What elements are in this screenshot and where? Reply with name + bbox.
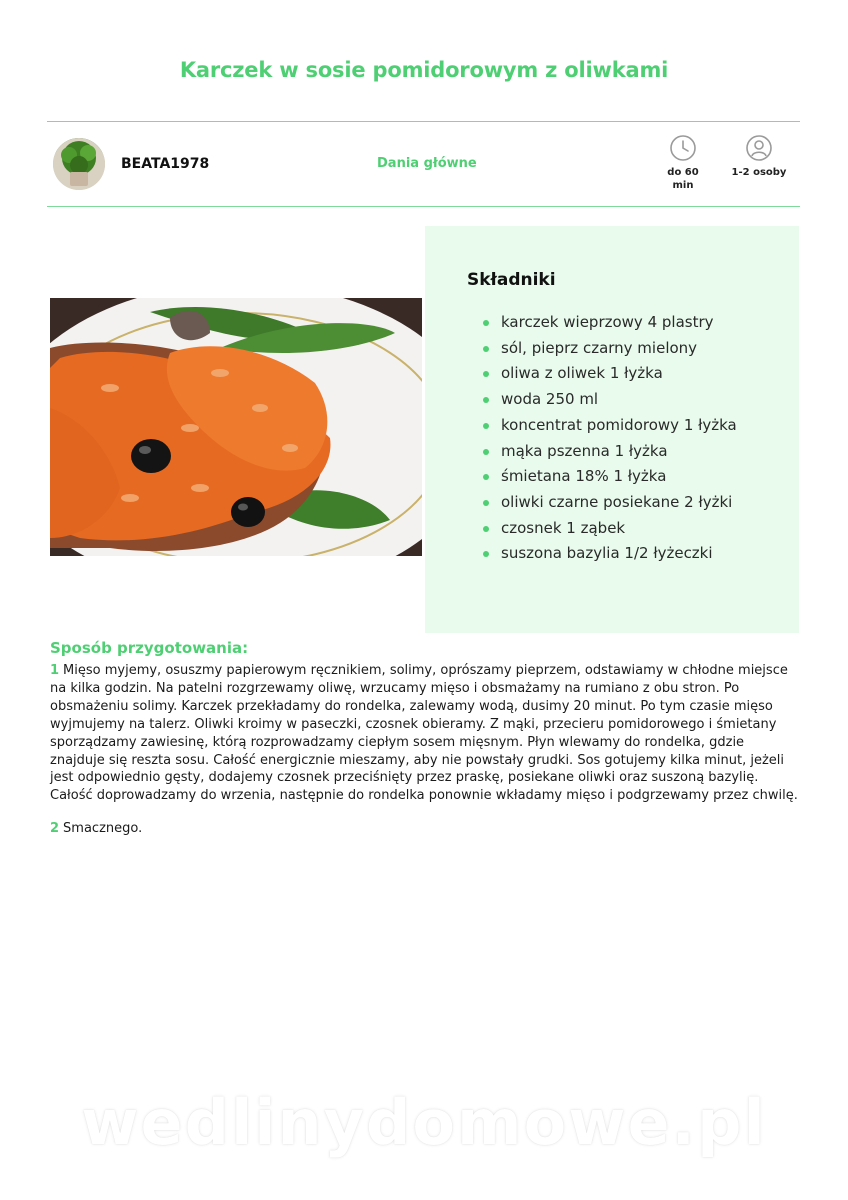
bullet-icon [483,346,489,352]
ingredients-title: Składniki [467,270,556,290]
ingredient-item: czosnek 1 ząbek [501,516,737,542]
author-name[interactable]: BEATA1978 [121,156,210,172]
ingredient-item: sól, pieprz czarny mielony [501,336,737,362]
ingredient-item: śmietana 18% 1 łyżka [501,464,737,490]
bullet-icon [483,397,489,403]
servings [731,134,787,179]
step-number: 2 [50,821,60,836]
prep-time-line2: min [672,180,694,191]
clock-icon [669,134,697,162]
step-text: Smacznego. [63,821,143,836]
method-step [50,662,798,805]
ingredient-item: karczek wieprzowy 4 plastry [501,310,737,336]
ingredient-item: koncentrat pomidorowy 1 łyżka [501,413,737,439]
step-number: 1 [50,663,60,678]
servings-label: 1-2 osoby [731,167,787,178]
ingredient-item: woda 250 ml [501,387,737,413]
method-title: Sposób przygotowania: [50,639,249,657]
watermark: wedlinydomowe.pl [81,1086,767,1159]
ingredient-item: oliwa z oliwek 1 łyżka [501,361,737,387]
recipe-photo [50,298,422,556]
bullet-icon [483,474,489,480]
step-text: Mięso myjemy, osuszmy papierowym ręcznikiem, solimy, oprószamy pieprzem, odstawiamy w chłodne miejsce na kilka godzin. Na patelni rozgrzewamy oliwę, wrzucamy mięso i obsmażamy na rumiano z obu stron. Po obsmażeniu solimy. Karczek przekładamy do rondelka, zalewamy wodą, dusimy 20 minut. Po tym czasie mięso wyjmujemy na talerz. Oliwki kroimy w paseczki, czosnek obieramy. Z mąki, przecieru pomidorowego i śmietany sporządzamy zawiesinę, którą rozprowadzamy ciepłym sosem mięsnym. Płyn wlewamy do rondelka, gdzie znajduje się reszta sosu. Całość energicznie mieszamy, aby nie powstały grudki. Sos gotujemy kilka minut, jeżeli jest odpowiednio gęsty, dodajemy czosnek przeciśnięty przez praskę, posiekane oliwki oraz suszoną bazylię. Całość doprowadzamy do wrzenia, następnie do rondelka ponownie wkładamy mięso i podgrzewamy przez chwilę. [50,663,798,804]
author-avatar[interactable] [53,138,105,190]
person-icon [745,134,773,162]
bullet-icon [483,449,489,455]
ingredients-panel [425,226,799,633]
bullet-icon [483,551,489,557]
bullet-icon [483,500,489,506]
ingredient-item: mąka pszenna 1 łyżka [501,439,737,465]
ingredient-item: oliwki czarne posiekane 2 łyżki [501,490,737,516]
ingredients-list [501,310,737,567]
bullet-icon [483,320,489,326]
prep-time [667,134,699,192]
category-link[interactable]: Dania główne [377,156,477,171]
prep-time-line1: do 60 [667,167,699,178]
recipe-title: Karczek w sosie pomidorowym z oliwkami [179,58,669,82]
bullet-icon [483,423,489,429]
method-step [50,820,798,838]
recipe-meta-bar [47,121,800,207]
ingredient-item: suszona bazylia 1/2 łyżeczki [501,541,737,567]
bullet-icon [483,371,489,377]
bullet-icon [483,526,489,532]
